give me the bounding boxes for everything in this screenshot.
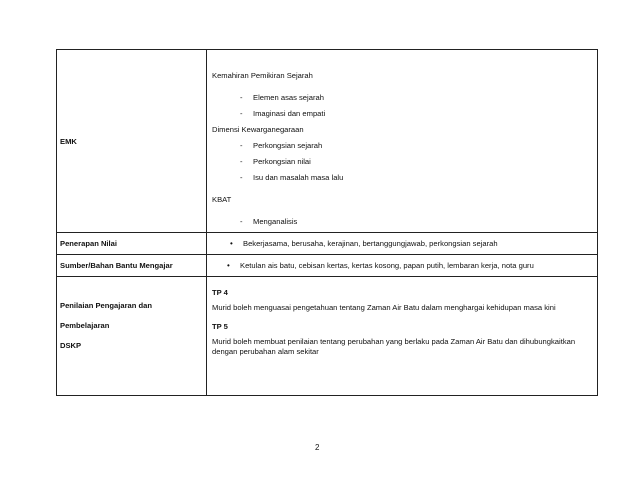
sumber-label-cell [57, 255, 207, 277]
nilai-label: Penerapan Nilai [60, 239, 117, 248]
emk-heading-kemahiran: Kemahiran Pemikiran Sejarah [212, 71, 313, 80]
nilai-text: Bekerjasama, berusaha, kerajinan, bertanggungjawab, perkongsian sejarah [243, 239, 498, 248]
row-penilaian [57, 277, 598, 396]
tp4-text: Murid boleh menguasai pengetahuan tentang Zaman Air Batu dalam menghargai kehidupan masa kini [212, 303, 556, 312]
tp5-text: Murid boleh membuat penilaian tentang perubahan yang berlaku pada Zaman Air Batu dan dihubungkaitkan dengan perubahan alam sekitar [212, 336, 576, 356]
penilaian-label-line1: Penilaian Pengajaran dan [60, 301, 153, 310]
page-number: 2 [315, 443, 320, 452]
dskp-label: DSKP [60, 341, 82, 350]
lesson-plan-table [56, 49, 598, 396]
nilai-label-cell [57, 233, 207, 255]
emk-item: - Imaginasi dan empati [240, 109, 326, 118]
emk-heading-dimensi: Dimensi Kewarganegaraan [212, 125, 304, 134]
sumber-label: Sumber/Bahan Bantu Mengajar [60, 261, 173, 270]
nilai-content-cell [207, 233, 598, 255]
tp5-title: TP 5 [212, 321, 228, 331]
bullet-icon: • [230, 239, 233, 248]
bullet-icon: • [227, 261, 230, 270]
emk-heading-kbat: KBAT [212, 195, 232, 204]
penilaian-content-cell [207, 277, 598, 396]
emk-item: - Isu dan masalah masa lalu [240, 173, 344, 182]
sumber-text: Ketulan ais batu, cebisan kertas, kertas kosong, papan putih, lembaran kerja, nota guru [240, 261, 534, 270]
penilaian-label-line2: Pembelajaran [60, 321, 110, 330]
tp4-title: TP 4 [212, 288, 228, 297]
emk-content-cell [207, 50, 598, 233]
row-sumber-bahan [57, 255, 598, 277]
row-emk [57, 50, 598, 233]
emk-item: - Perkongsian sejarah [240, 141, 323, 150]
row-penerapan-nilai [57, 233, 598, 255]
emk-item: - Perkongsian nilai [240, 157, 311, 166]
emk-label-cell [57, 50, 207, 233]
emk-item: - Elemen asas sejarah [240, 93, 324, 102]
sumber-content-cell [207, 255, 598, 277]
penilaian-label-cell [57, 277, 207, 396]
emk-label: EMK [60, 136, 77, 146]
emk-item: - Menganalisis [240, 217, 298, 226]
